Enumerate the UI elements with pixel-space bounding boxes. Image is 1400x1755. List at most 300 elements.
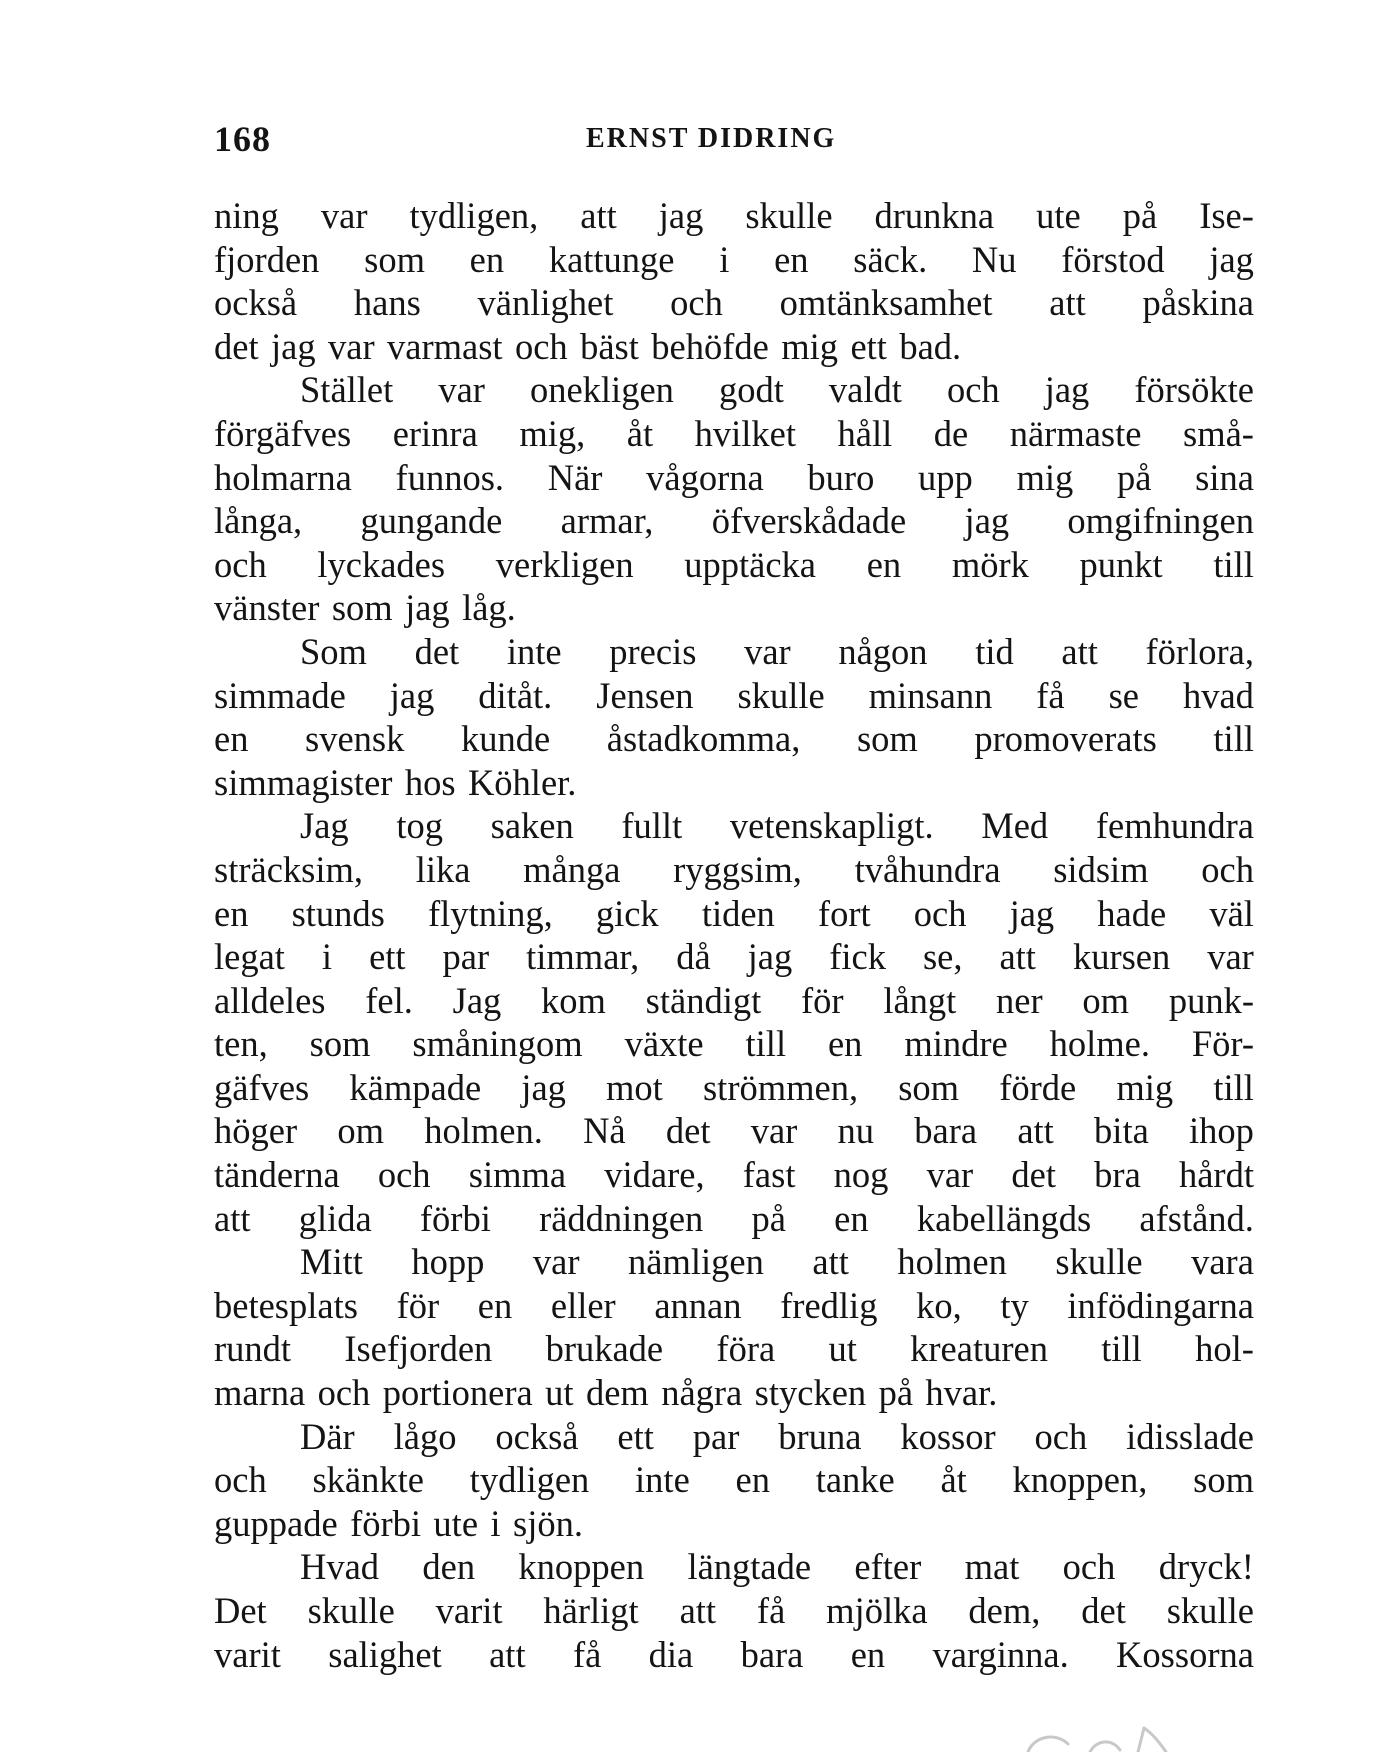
word: om [337,1110,384,1152]
word: var [532,1241,580,1283]
word: skulle [1166,1590,1254,1631]
word: räddningen [539,1197,704,1239]
word: mig [1016,456,1074,498]
word: Som [300,630,367,672]
word: ko, [916,1284,962,1326]
text-line [214,1197,1254,1241]
word: holmarna [214,456,352,498]
text-line [214,1545,1254,1589]
word: jag [964,500,1010,542]
word: var [320,195,368,236]
word: För- [1191,1023,1254,1065]
word: att [812,1241,849,1283]
word: portionera [382,1372,533,1414]
word: holmen [897,1241,1007,1283]
word: guppade [214,1502,338,1544]
word: tid [975,630,1014,672]
word: precis [609,630,697,672]
word: mot [606,1066,663,1108]
word: öfverskådade [711,500,907,542]
word: Kossorna [1116,1633,1254,1675]
page-number: 168 [214,119,271,159]
scan-watermark [1020,1722,1180,1752]
word: fort [817,892,871,934]
word: mig [1116,1066,1174,1108]
word: hårdt [1178,1154,1254,1196]
word: onekligen [529,369,674,411]
text-line [214,281,1254,325]
word: i [719,238,730,280]
word: åt [626,412,654,454]
word: en [866,543,902,585]
word: gick [595,892,659,934]
word: vara [1191,1241,1254,1283]
word: marna [214,1372,306,1414]
text-line [214,761,1254,805]
word: glida [298,1197,372,1239]
word: en [735,1459,770,1501]
text-line [214,717,1254,761]
word: simmagister [214,761,393,803]
word: för [801,979,844,1021]
word: tydligen [469,1459,590,1501]
word: härligt [543,1590,639,1631]
word: några [661,1372,743,1414]
word: par [442,936,490,978]
word: När [547,456,603,498]
word: en [214,718,249,760]
word: och [1201,848,1254,890]
word: växte [624,1023,704,1065]
word: ihop [1189,1110,1254,1152]
word: funnos. [395,456,505,498]
word: längtade [687,1546,812,1588]
word: behöfde [651,325,769,367]
word: många [523,848,621,890]
word: alldeles [214,979,326,1021]
word: tydligen, [409,195,539,236]
text-line [214,935,1254,979]
word: verkligen [495,543,634,585]
text-line [214,1240,1254,1284]
word: nog [833,1154,889,1196]
text-line [214,630,1254,674]
text-line [214,1415,1254,1459]
word: sina [1195,456,1254,498]
word: tanke [815,1459,895,1501]
word: varit [435,1590,503,1631]
word: mörk [951,543,1029,585]
text-line [214,499,1254,543]
word: lyckades [317,543,446,585]
word: de [933,412,969,454]
word: låg. [462,587,516,629]
word: se, [922,936,963,978]
word: betesplats [214,1284,358,1326]
word: punkt [1079,543,1163,585]
text-line [214,892,1254,936]
word: väl [1209,892,1254,934]
word: vänlighet [477,282,614,324]
word: jag [1009,892,1055,934]
word: det [665,1110,711,1152]
word: brukade [545,1328,664,1370]
word: tiden [701,892,775,934]
word: det [1011,1154,1056,1196]
word: holmen. [424,1110,543,1152]
word: en [827,1023,863,1065]
word: idisslade [1126,1415,1254,1457]
word: ning [214,195,279,236]
word: och [946,369,1000,411]
word: godt [718,369,784,411]
word: mjölka [826,1590,928,1631]
word: förbi [350,1502,422,1544]
word: dem [585,1372,649,1414]
word: till [1213,718,1254,760]
word: håll [837,412,893,454]
word: i [490,1502,501,1544]
word: salighet [328,1633,442,1675]
word: skulle [745,195,833,236]
word: åt [940,1459,967,1501]
word: sidsim [1053,848,1149,890]
word: simmade [214,674,346,716]
word: som [1193,1459,1254,1501]
text-line [214,848,1254,892]
text-line [214,1458,1254,1502]
word: det [414,630,460,672]
word: till [1213,543,1254,585]
word: hvad [1182,674,1254,716]
word: kursen [1072,936,1171,978]
text-line [214,1022,1254,1066]
word: kunde [460,718,551,760]
word: fast [742,1154,796,1196]
word: till [1213,1066,1254,1108]
word: upp [918,456,973,498]
word: att [999,936,1036,978]
word: stycken [754,1372,867,1414]
word: och [670,282,723,324]
word: hopp [411,1241,485,1283]
text-line [214,1109,1254,1153]
word: kom [541,979,606,1021]
word: stunds [291,892,385,934]
word: och [514,325,568,367]
word: Jensen [596,674,694,716]
text-line [214,456,1254,500]
word: flytning, [428,892,553,934]
word: mindre [904,1023,1008,1065]
word: och [214,1459,267,1501]
word: omgifningen [1067,500,1254,542]
text-line [214,1284,1254,1328]
word: förstod [1061,238,1165,280]
word: tog [396,805,443,847]
word: jag [658,195,704,236]
word: kabellängds [916,1197,1092,1239]
word: och [377,1154,431,1196]
word: fredlig [780,1284,878,1326]
word: Stället [300,369,394,411]
word: få [572,1633,602,1675]
word: se [1108,674,1139,716]
running-head [214,118,1254,168]
word: kreaturen [910,1328,1048,1370]
word: saken [490,805,574,847]
word: Jag [300,805,349,847]
word: en [469,238,505,280]
word: jag [405,587,450,629]
word: det [214,325,259,367]
word: dem, [968,1590,1041,1631]
word: och [317,1372,371,1414]
word: en [774,238,809,280]
word: kattunge [548,238,675,280]
word: som [331,587,393,629]
word: på [878,1372,914,1414]
word: inte [506,630,562,672]
word: om [1082,979,1130,1021]
word: timmar, [526,936,640,978]
word: att [679,1590,717,1631]
word: svensk [305,718,405,760]
word: ryggsim, [673,848,802,890]
word: sträcksim, [214,848,364,890]
word: mig, [519,412,586,454]
word: skulle [1055,1241,1143,1283]
word: ut [545,1372,574,1414]
word: sjön. [512,1502,583,1544]
word: till [1101,1328,1142,1370]
word: eller [550,1284,616,1326]
word: försökte [1134,369,1254,411]
word: för [396,1284,440,1326]
word: att [489,1633,526,1675]
word: den [422,1546,476,1588]
word: efter [854,1546,922,1588]
word: bäst [580,325,639,367]
word: höger [214,1110,298,1152]
word: ett [617,1415,654,1457]
word: som [309,1023,371,1065]
word: gungande [360,500,503,542]
word: strömmen, [702,1066,859,1108]
word: långa, [214,500,303,542]
word: inte [635,1459,690,1501]
word: var [438,369,485,411]
text-line [214,674,1254,718]
word: nu [837,1110,875,1152]
word: ner [996,979,1043,1021]
word: bara [740,1633,804,1675]
word: fick [829,936,886,978]
word: bad. [899,325,962,367]
word: jag [389,674,435,716]
word: fullt [621,805,683,847]
word: holme. [1049,1023,1150,1065]
word: erinra [392,412,478,454]
body-text [214,194,1254,1676]
word: föra [716,1328,776,1370]
word: hvar. [925,1372,998,1414]
word: var [750,1110,798,1152]
word: dia [648,1633,694,1675]
word: ett [850,325,887,367]
word: en [477,1284,513,1326]
word: att [1017,1110,1054,1152]
text-line [214,368,1254,412]
word: det [1081,1590,1126,1631]
word: som [856,718,918,760]
word: att [580,195,617,236]
word: rundt [214,1328,292,1370]
word: varit [214,1633,281,1675]
word: ditåt. [478,674,553,716]
word: mat [964,1546,1020,1588]
word: Nu [971,238,1017,280]
word: var [926,1154,974,1196]
word: varginna. [932,1633,1069,1675]
text-line [214,1327,1254,1371]
word: små- [1182,412,1254,454]
word: förgäfves [214,412,352,454]
word: förbi [419,1197,491,1239]
word: Isefjorden [344,1328,493,1370]
running-title: ERNST DIDRING [586,123,837,154]
word: hvilket [694,412,796,454]
word: varmast [387,325,503,367]
word: skulle [307,1590,395,1631]
word: jag [271,325,316,367]
word: att [1061,630,1098,672]
text-line [214,1589,1254,1633]
word: nämligen [628,1241,764,1283]
text-line [214,412,1254,456]
text-line [214,1066,1254,1110]
word: lika [415,848,471,890]
text-line [214,979,1254,1023]
word: femhundra [1095,805,1254,847]
word: dryck! [1158,1546,1254,1588]
word: mig [781,325,839,367]
word: förde [999,1066,1077,1108]
word: på [1116,456,1152,498]
word: hade [1097,892,1167,934]
word: afstånd. [1139,1197,1254,1239]
word: vidare, [604,1154,705,1196]
word: par [692,1415,740,1457]
word: promoverats [974,718,1157,760]
word: kämpade [349,1066,482,1108]
word: kossor [900,1415,996,1457]
word: hos [404,761,456,803]
word: en [214,892,249,934]
word: en [850,1633,886,1675]
word: i [321,936,333,978]
word: tvåhundra [854,848,1001,890]
word: fjorden [214,238,320,280]
word: ständigt [645,979,762,1021]
word: drunkna [874,195,995,236]
word: jag [1044,369,1090,411]
text-line [214,543,1254,587]
word: buro [807,456,875,498]
word: vänster [214,587,320,629]
word: Där [300,1415,355,1457]
text-line [214,194,1254,238]
word: Det [214,1590,267,1631]
word: var [328,325,375,367]
word: att [214,1197,251,1239]
word: som [364,238,425,280]
word: förlora, [1145,630,1254,672]
word: jag [747,936,793,978]
word: vetenskapligt. [729,805,934,847]
word: punk- [1168,979,1254,1021]
word: då [676,936,711,978]
word: ten, [214,1023,268,1065]
word: bita [1094,1110,1149,1152]
text-line [214,1153,1254,1197]
word: småningom [412,1023,583,1065]
word: på [751,1197,786,1239]
word: armar, [560,500,654,542]
word: jag [1209,238,1254,280]
word: på [1122,195,1158,236]
word: också [214,282,298,324]
word: få [756,1590,786,1631]
word: hans [353,282,421,324]
word: var [744,630,791,672]
text-line [214,586,1254,630]
word: som [898,1066,960,1108]
word: var [1207,936,1254,978]
word: knoppen [518,1546,645,1588]
word: upptäcka [684,543,817,585]
word: långt [883,979,957,1021]
text-line [214,1502,1254,1546]
word: bara [914,1110,978,1152]
word: annan [654,1284,742,1326]
word: Hvad [300,1546,380,1588]
word: Mitt [300,1241,363,1283]
word: bra [1094,1154,1141,1196]
word: omtänksamhet [779,282,993,324]
word: ty [1000,1284,1029,1326]
word: åstadkomma, [606,718,801,760]
word: och [214,543,267,585]
word: Med [981,805,1049,847]
word: någon [838,630,928,672]
word: fel. [365,979,413,1021]
word: tänderna [214,1154,340,1196]
text-line [214,1371,1254,1415]
word: valdt [828,369,902,411]
word: Jag [452,979,502,1021]
word: en [834,1197,869,1239]
word: Köhler. [467,761,577,803]
text-line [214,238,1254,282]
word: och [913,892,967,934]
word: ut [828,1328,857,1370]
word: vågorna [646,456,764,498]
word: och [1062,1546,1116,1588]
text-line [214,804,1254,848]
word: säck. [853,238,928,280]
word: jag [521,1066,566,1108]
